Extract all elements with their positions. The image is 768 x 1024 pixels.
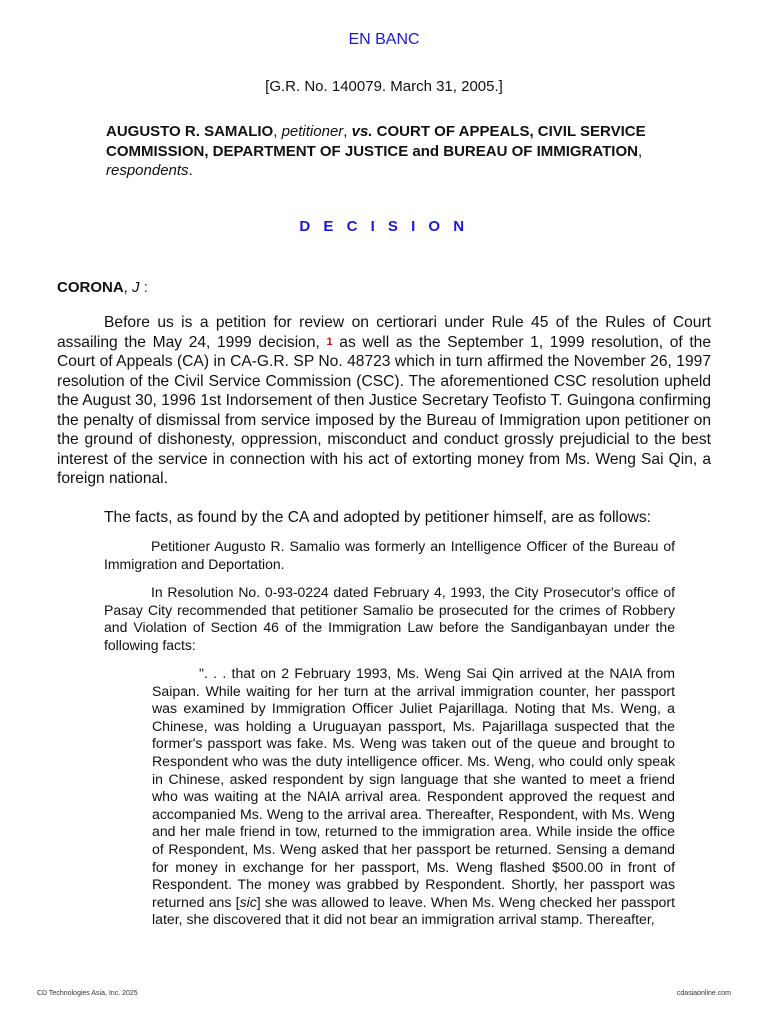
case-caption: AUGUSTO R. SAMALIO, petitioner, vs. COURT OF APPEALS, CIVIL SERVICE COMMISSION, DEPARTMENT OF JUSTICE and BUREAU OF IMMIGRATION, respondents. (106, 123, 646, 179)
quote-3-part-a: ". . . that on 2 February 1993, Ms. Weng Sai Qin arrived at the NAIA from Saipan. While waiting for her turn at the arrival immigration counter, her passport was examined by Immigration Officer Juliet Pajarillaga. Noting that Ms. Weng, a Chinese, was holding a Uruguayan passport, Ms. Pajarillaga suspected that the former's passport was fake. Ms. Weng was taken out of the queue and brought to Respondent who was the duty intelligence officer. Ms. Weng, who could only speak in Chinese, asked respondent by sign language that she wanted to meet a friend who was waiting at the NAIA arrival area. Respondent approved the request and accompanied Ms. Weng to the arrival area. Thereafter, Respondent, with Ms. Weng and her male friend in tow, returned to the immigration area. While inside the office of Respondent, Ms. Weng asked that her passport be returned. Sensing a demand for money in exchange for her passport, Ms. Weng flashed $500.00 in front of Respondent. The money was grabbed by Respondent. Shortly, her passport was returned ans [ (152, 665, 675, 910)
footnote-link-1[interactable]: 1 (326, 335, 333, 348)
body-paragraph-1 (57, 313, 711, 489)
sic-marker: sic (239, 893, 257, 910)
case-number: [G.R. No. 140079. March 31, 2005.] (265, 78, 503, 95)
petitioner-role: petitioner (281, 123, 344, 140)
quote-3-part-b: ] she was allowed to leave. When Ms. Weng checked her passport later, she discovered that it did not bear an immigration arrival stamp. Thereafter, (152, 893, 675, 928)
paragraph-1-part-a: Before us is a petition for review on certiorari under Rule 45 of the Rules of Court assailing the May 24, 1999 decision, (57, 314, 711, 351)
division-heading: EN BANC (348, 31, 420, 48)
ponente-name: CORONA (57, 279, 124, 296)
footer-website: cdasiaonline.com (676, 990, 731, 997)
respondents-names: COURT OF APPEALS, CIVIL SERVICE COMMISSION, DEPARTMENT OF JUSTICE and BUREAU OF IMMIGRATION (106, 123, 646, 160)
paragraph-1-part-b: as well as the September 1, 1999 resolution, of the Court of Appeals (CA) in CA-G.R. SP No. 48723 which in turn affirmed the November 26, 1997 resolution of the Civil Service Commission (CSC). The aforementioned CSC resolution upheld the August 30, 1996 1st Indorsement of then Justice Secretary Teofisto T. Guingona confirming the penalty of dismissal from service imposed by the Bureau of Immigration upon petitioner on the ground of dishonesty, oppression, misconduct and conduct grossly prejudicial to the best interest of the service in connection with his act of extorting money from Ms. Weng Sai Qin, a foreign national. (57, 333, 712, 487)
quoted-paragraph-3 (152, 665, 675, 929)
ponente-title: J (132, 279, 140, 296)
versus-label: vs. (351, 123, 373, 140)
petitioner-name: AUGUSTO R. SAMALIO (106, 123, 274, 140)
quoted-paragraph-1: Petitioner Augusto R. Samalio was formerly an Intelligence Officer of the Bureau of Immigration and Deportation. (104, 538, 675, 572)
quoted-paragraph-2: In Resolution No. 0-93-0224 dated February 4, 1993, the City Prosecutor's office of Pasay City recommended that petitioner Samalio be prosecuted for the crimes of Robbery and Violation of Section 46 of the Immigration Law before the Sandiganbayan under the following facts: (104, 584, 675, 653)
decision-title: D E C I S I O N (299, 218, 469, 235)
ponente: CORONA, J : (57, 279, 148, 296)
footer-publisher: CD Technologies Asia, Inc. 2025 (37, 990, 138, 997)
body-paragraph-2: The facts, as found by the CA and adopted by petitioner himself, are as follows: (104, 509, 651, 526)
respondents-role: respondents (106, 162, 189, 179)
